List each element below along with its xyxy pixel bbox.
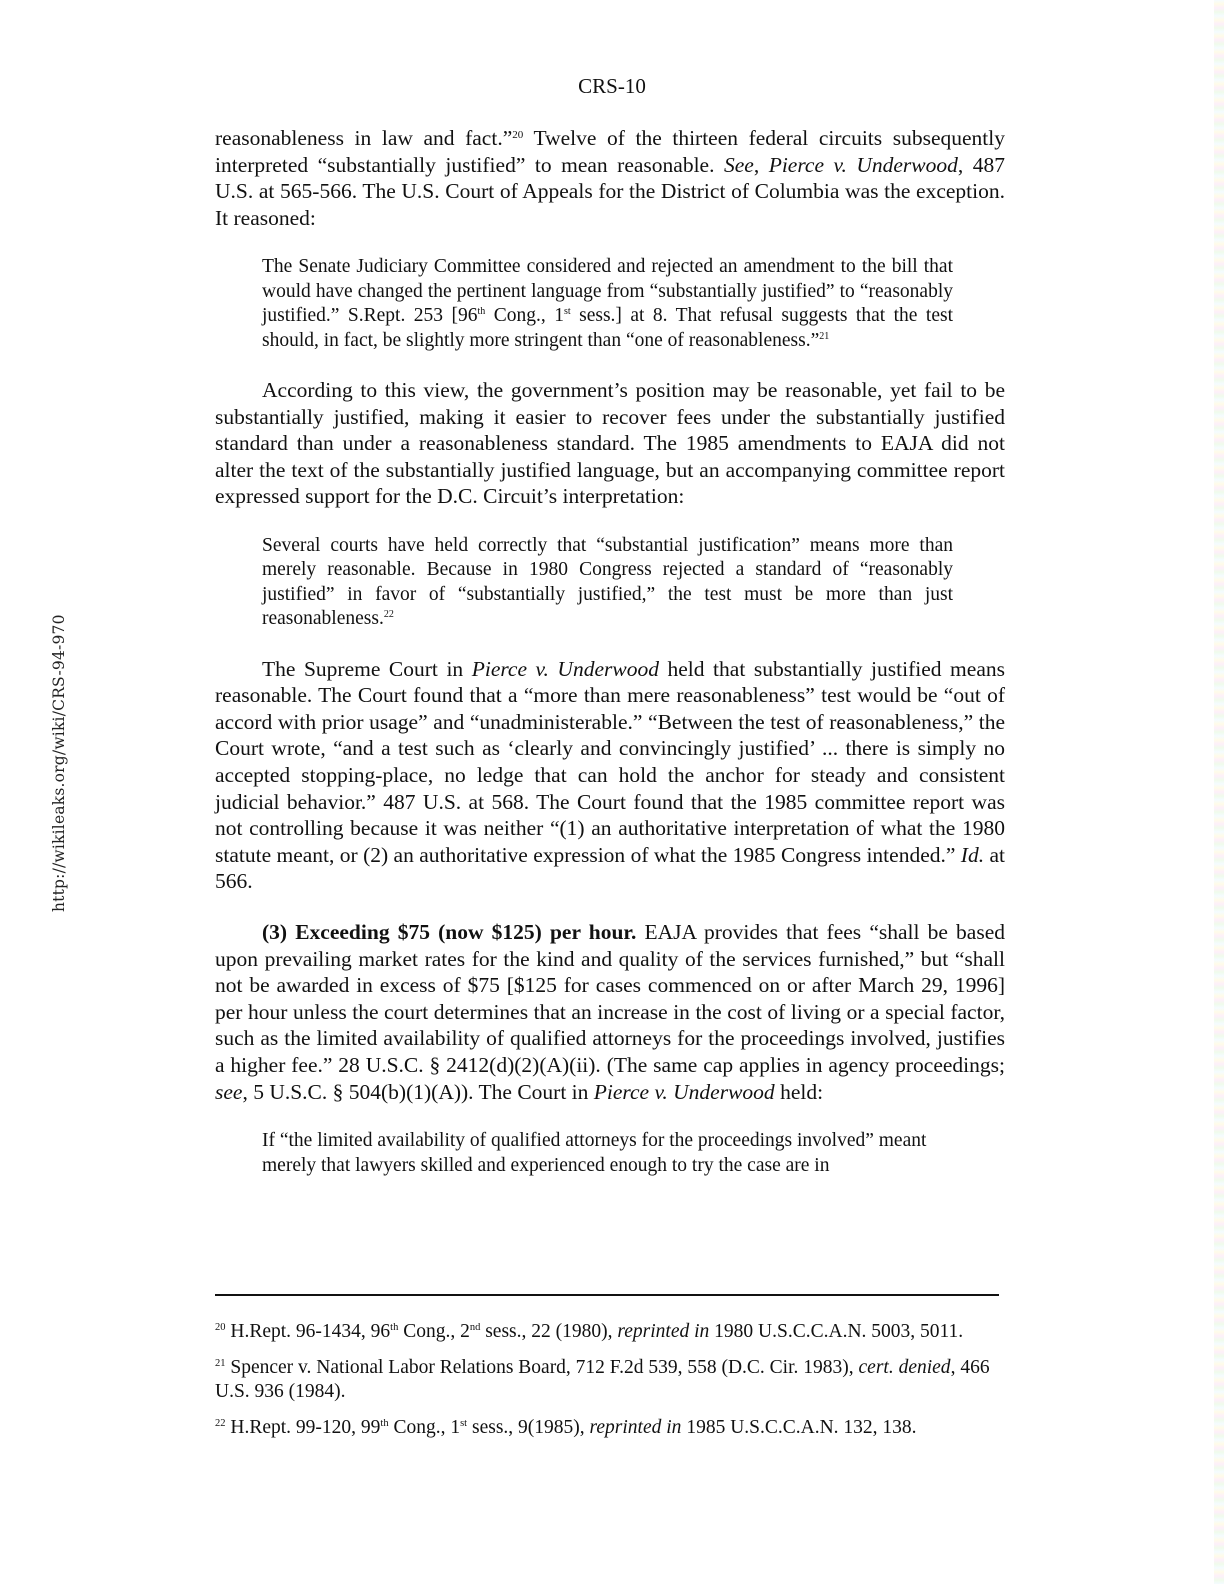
footnote-ref-22[interactable]: 22 <box>383 609 394 621</box>
paragraph-1: reasonableness in law and fact.”$^{20}$ Twelve of the thirteen federal circuits subsequently interpreted “substantially justified” to mean reasonable. See, Pierce v. Underwood, 487 U.S. at 565-566. The U.S. Court of Appeals for the District of Columbia was the exception. It reasoned: <box>215 126 1006 230</box>
document-body <box>215 125 1005 1178</box>
footnote-ref-21[interactable]: 21 <box>819 330 830 342</box>
case-name: Pierce v. Underwood <box>471 656 659 681</box>
paragraph-2: According to this view, the government’s position may be reasonable, yet fail to be substantially justified, making it easier to recover fees under the substantially justified standard than under a reasonableness standard. The 1985 amendments to EAJA did not alter the text of the substantially justified language, but an accompanying committee report expressed support for the D.C. Circuit’s interpretation: <box>215 378 1005 509</box>
footnote-22: $^{22}$ H.Rept. 99-120, 99th Cong., 1st sess., 9(1985), reprinted in 1985 U.S.C.C.A.N. 132, 138. <box>215 1417 917 1438</box>
footnotes <box>215 1320 1005 1452</box>
block-quote-3: If “the limited availability of qualified attorneys for the proceedings involved” meant merely that lawyers skilled and experienced enough to try the case are in <box>262 1130 927 1176</box>
case-name: Pierce v. Underwood <box>593 1079 775 1104</box>
block-quote-1: The Senate Judiciary Committee considered and rejected an amendment to the bill that would have changed the pertinent language from “substantially justified” to “reasonably justified.” S.Rept. 253 [96th Cong., 1st sess.] at 8. That refusal suggests that the test should, in fact, be slightly more stringent than “one of reasonableness.”$^{21}$ <box>262 256 953 351</box>
block-quote-2: Several courts have held correctly that “substantial justification” means more than merely reasonable. Because in 1980 Congress rejected a standard of “reasonably justified” in favor of “substantially justified,” the test must be more than just reasonableness.$^{22}$ <box>262 534 953 630</box>
paragraph-4: (3) Exceeding $75 (now $125) per hour. EAJA provides that fees “shall be based upon prevailing market rates for the kind and quality of the services furnished,” but “shall not be awarded in excess of $75 [$125 for cases commenced on or after March 29, 1996] per hour unless the court determines that an increase in the cost of living or a special factor, such as the limited availability of qualified attorneys for the proceedings involved, justifies a higher fee.” 28 U.S.C. § 2412(d)(2)(A)(ii). (The same cap applies in agency proceedings; see, 5 U.S.C. § 504(b)(1)(A)). The Court in Pierce v. Underwood held: <box>215 919 1005 1104</box>
scan-edge-strip <box>1214 0 1224 1584</box>
side-watermark-url: http://wikileaks.org/wiki/CRS-94-970 <box>50 614 68 912</box>
footnote-21: $^{21}$ Spencer v. National Labor Relations Board, 712 F.2d 539, 558 (D.C. Cir. 1983), cert. denied, 466 U.S. 936 (1984). <box>215 1357 990 1402</box>
paragraph-3: The Supreme Court in Pierce v. Underwood held that substantially justified means reasonable. The Court found that a “more than mere reasonableness” test would be “out of accord with prior usage” and “unadministerable.” “Between the test of reasonableness,” the Court wrote, “and a test such as ‘clearly and convincingly justified’ ... there is simply no accepted stopping-place, no ledge that can hold the anchor for steady and consistent judicial behavior.” 487 U.S. at 568. The Court found that the 1985 committee report was not controlling because it was neither “(1) an authoritative interpretation of what the 1980 statute meant, or (2) an authoritative expression of what the 1985 Congress intended.” Id. at 566. <box>215 656 1005 894</box>
footnote-ref-20[interactable]: 20 <box>512 129 524 141</box>
case-name: Pierce v. Underwood <box>768 152 958 177</box>
footnote-20: $^{20}$ H.Rept. 96-1434, 96th Cong., 2nd sess., 22 (1980), reprinted in 1980 U.S.C.C.A.N. 5003, 5011. <box>215 1321 964 1342</box>
footnote-separator <box>215 1294 999 1296</box>
section-heading: (3) Exceeding $75 (now $125) per hour. <box>262 919 637 944</box>
page-header: CRS-10 <box>578 74 646 98</box>
